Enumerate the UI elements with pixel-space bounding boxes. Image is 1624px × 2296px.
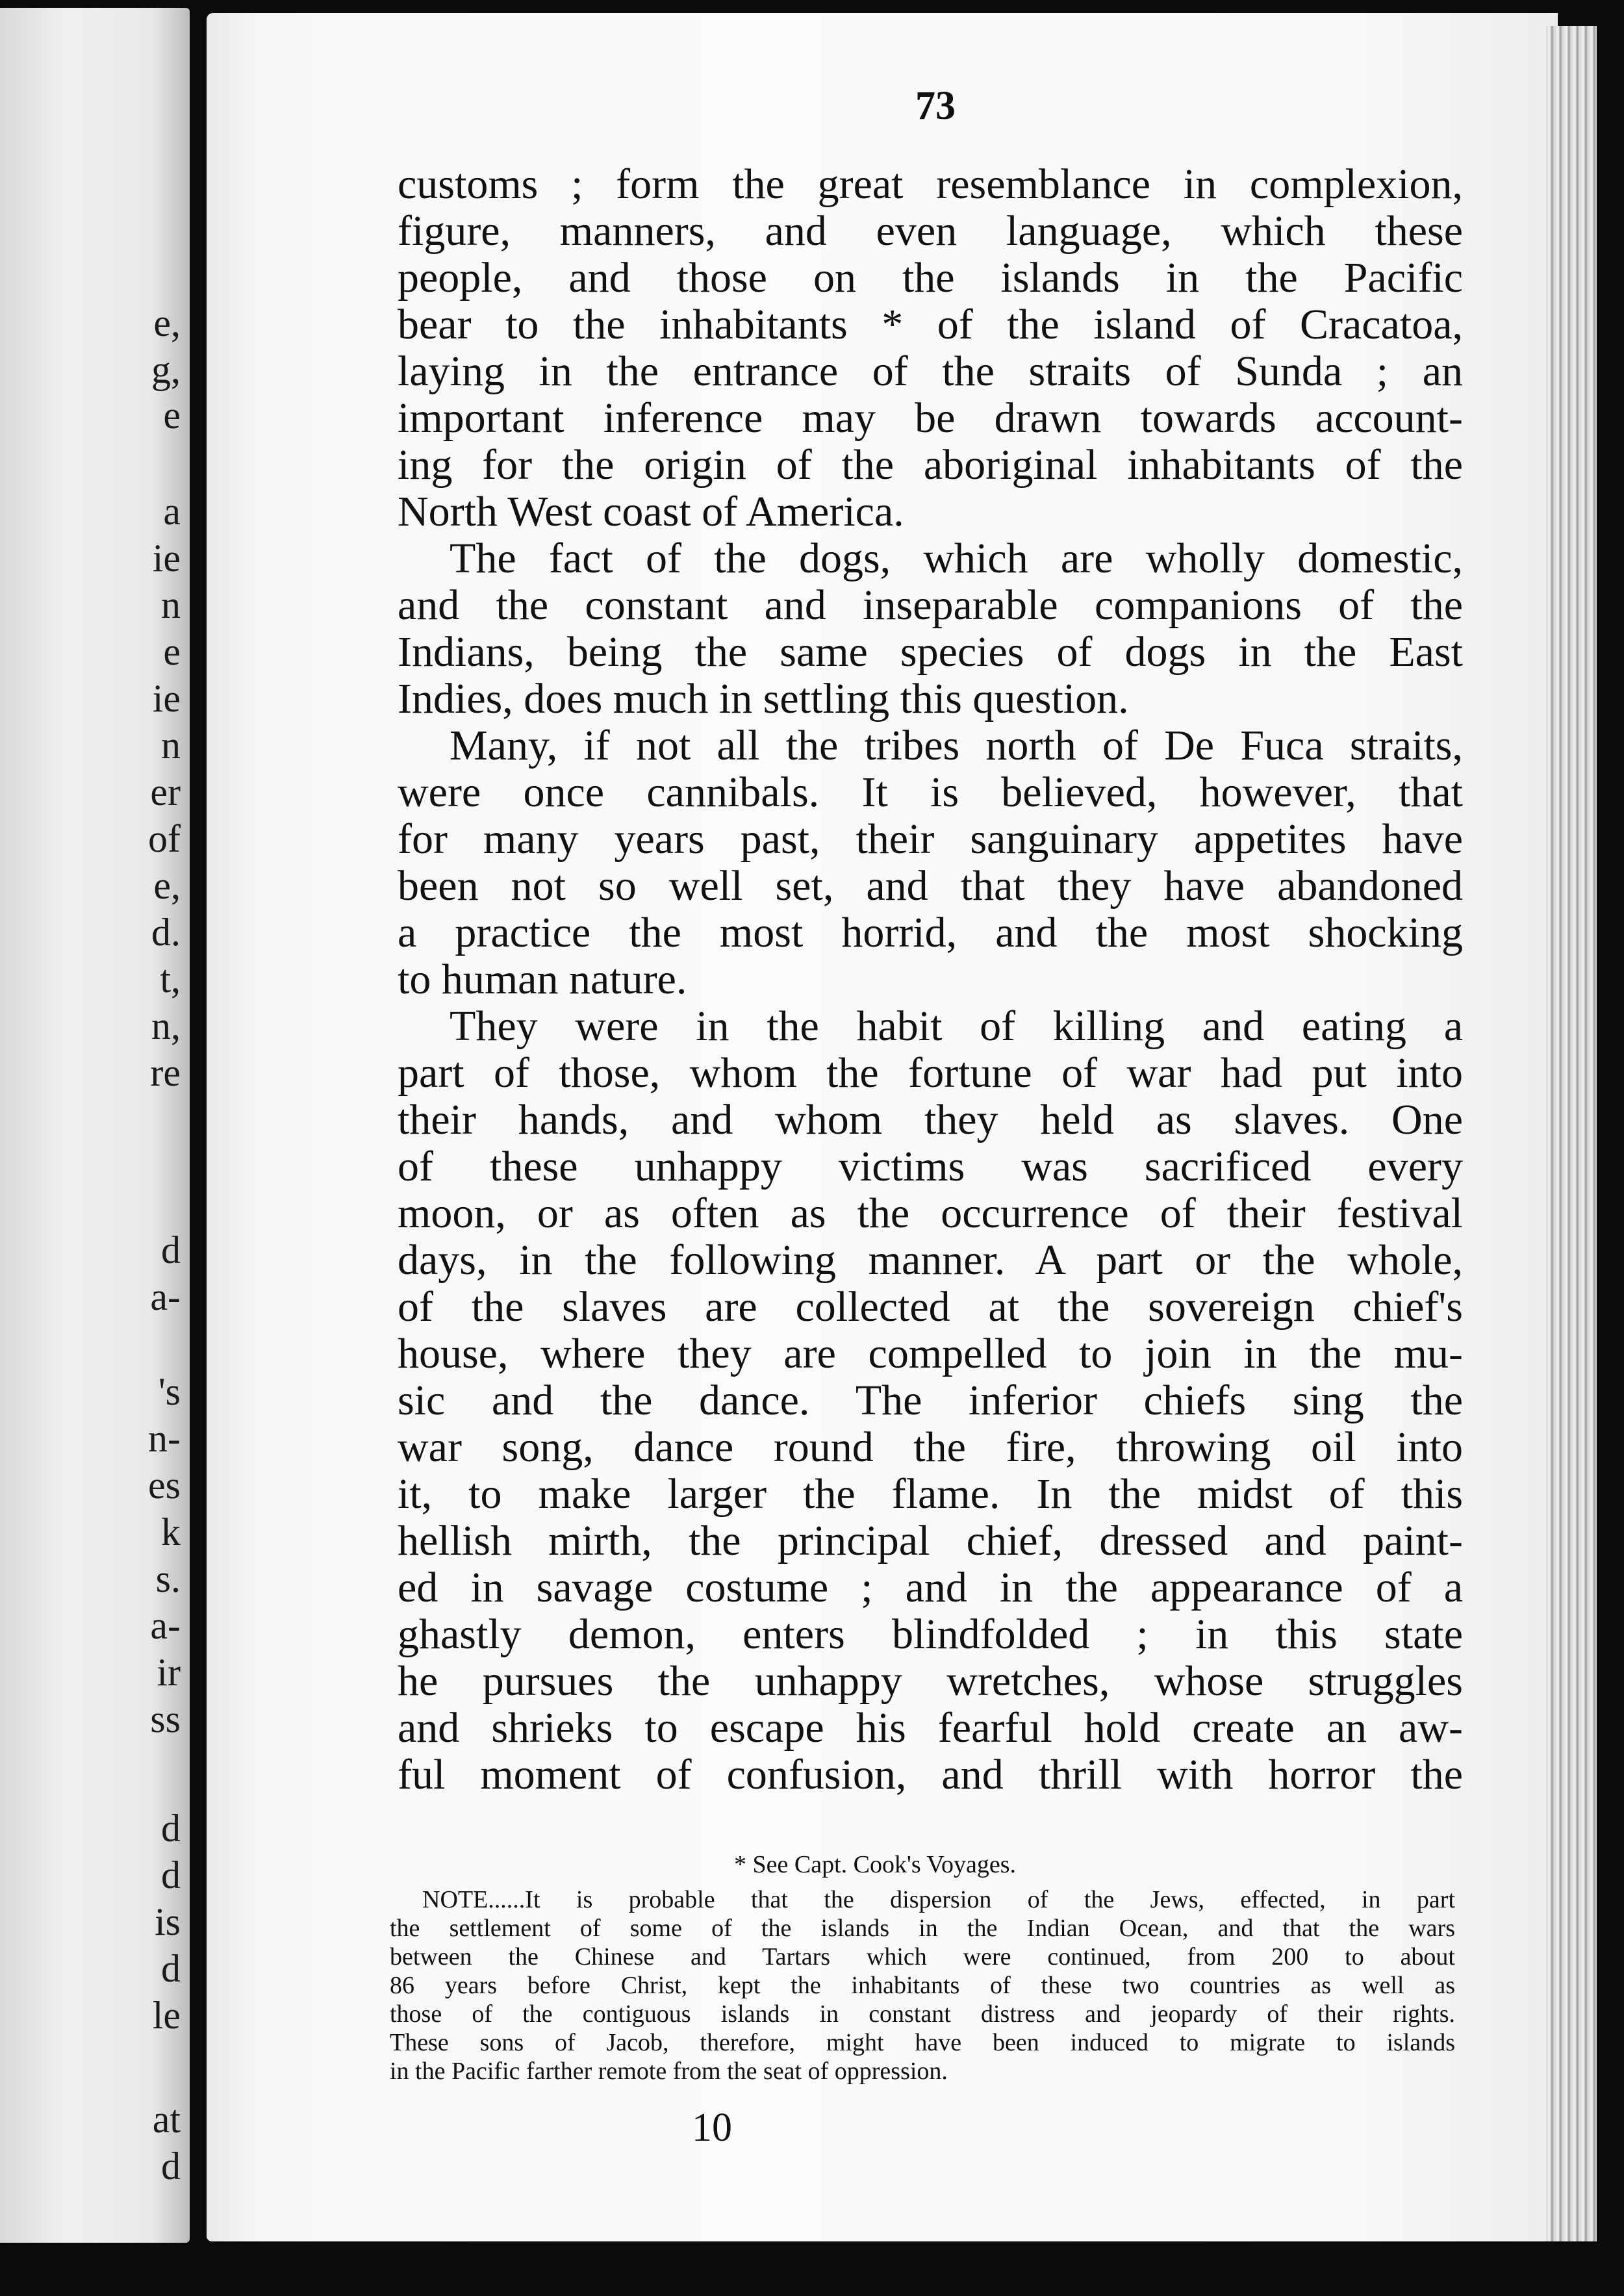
left-fragment: a bbox=[163, 490, 181, 533]
left-fragment: g, bbox=[151, 348, 181, 391]
left-fragment: d bbox=[161, 1947, 181, 1990]
left-fragment: t, bbox=[160, 958, 181, 1001]
text-line: to human nature. bbox=[398, 956, 687, 1003]
left-fragment: n- bbox=[148, 1417, 181, 1460]
text-line: Many, if not all the tribes north of De Fuca straits, bbox=[450, 722, 1463, 769]
page-number: 73 bbox=[915, 84, 956, 128]
signature-mark: 10 bbox=[692, 2106, 732, 2150]
text-line: for many years past, their sanguinary appetites have bbox=[398, 815, 1463, 863]
note-line: between the Chinese and Tartars which were continued, from 200 to about bbox=[390, 1943, 1455, 1971]
text-line: customs ; form the great resemblance in complexion, bbox=[398, 160, 1463, 208]
left-fragment: er bbox=[150, 771, 181, 813]
text-line: Indies, does much in settling this question. bbox=[398, 675, 1129, 722]
note-line: 86 years before Christ, kept the inhabitants of these two countries as well as bbox=[390, 1972, 1455, 1999]
note-line: those of the contiguous islands in constant distress and jeopardy of their rights. bbox=[390, 2000, 1455, 2028]
left-fragment: is bbox=[154, 1900, 181, 1943]
left-fragment: a- bbox=[150, 1275, 181, 1318]
left-fragment: of bbox=[148, 817, 181, 860]
note-line: in the Pacific farther remote from the seat of oppression. bbox=[390, 2058, 948, 2085]
left-fragment: re bbox=[150, 1051, 181, 1094]
text-line: a practice the most horrid, and the most shocking bbox=[398, 909, 1463, 956]
left-fragment: k bbox=[161, 1511, 181, 1553]
text-line: it, to make larger the flame. In the midst of this bbox=[398, 1470, 1463, 1518]
text-line: ing for the origin of the aboriginal inhabitants of the bbox=[398, 441, 1463, 489]
editor-note bbox=[390, 1885, 1455, 2093]
text-line: bear to the inhabitants * of the island of Cracatoa, bbox=[398, 301, 1463, 348]
text-line: of the slaves are collected at the sovereign chief's bbox=[398, 1283, 1463, 1331]
text-line: their hands, and whom they held as slaves. One bbox=[398, 1096, 1463, 1143]
text-line: important inference may be drawn towards account- bbox=[398, 394, 1463, 442]
text-line: moon, or as often as the occurrence of their festival bbox=[398, 1190, 1463, 1237]
text-line: and the constant and inseparable companions of the bbox=[398, 581, 1463, 629]
text-line: figure, manners, and even language, which these bbox=[398, 207, 1463, 255]
left-fragment: e, bbox=[153, 301, 181, 344]
left-fragment: d bbox=[161, 1229, 181, 1271]
text-line: North West coast of America. bbox=[398, 488, 904, 535]
text-line: days, in the following manner. A part or the whole, bbox=[398, 1236, 1463, 1284]
left-fragment: s. bbox=[155, 1557, 181, 1600]
text-line: sic and the dance. The inferior chiefs sing the bbox=[398, 1377, 1463, 1424]
left-fragment: ie bbox=[152, 537, 181, 580]
left-fragment: es bbox=[148, 1464, 181, 1507]
left-fragment: e bbox=[163, 394, 181, 437]
text-line: and shrieks to escape his fearful hold create an aw- bbox=[398, 1704, 1463, 1752]
text-line: war song, dance round the fire, throwing oil into bbox=[398, 1423, 1463, 1471]
text-line: of these unhappy victims was sacrificed every bbox=[398, 1143, 1463, 1190]
left-fragment: n bbox=[161, 724, 181, 767]
text-line: laying in the entrance of the straits of Sunda ; an bbox=[398, 348, 1463, 395]
page-edges bbox=[1546, 26, 1597, 2241]
text-line: ghastly demon, enters blindfolded ; in this state bbox=[398, 1611, 1463, 1658]
left-fragment: ie bbox=[152, 677, 181, 720]
left-fragment: 's bbox=[158, 1370, 181, 1413]
text-line: been not so well set, and that they have abandoned bbox=[398, 862, 1463, 910]
text-line: ed in savage costume ; and in the appearance of a bbox=[398, 1564, 1463, 1611]
text-line: The fact of the dogs, which are wholly domestic, bbox=[450, 535, 1463, 582]
text-line: Indians, being the same species of dogs in the East bbox=[398, 628, 1463, 676]
left-fragment: d bbox=[161, 1854, 181, 1896]
text-line: hellish mirth, the principal chief, dressed and paint- bbox=[398, 1517, 1463, 1564]
left-fragment: at bbox=[152, 2098, 181, 2141]
left-fragment: le bbox=[152, 1994, 181, 2037]
left-fragment: d. bbox=[151, 911, 181, 954]
left-fragment: n bbox=[161, 583, 181, 626]
text-line: house, where they are compelled to join in the mu- bbox=[398, 1330, 1463, 1377]
text-line: part of those, whom the fortune of war had put into bbox=[398, 1049, 1463, 1097]
note-line: the settlement of some of the islands in the Indian Ocean, and that the wars bbox=[390, 1915, 1455, 1942]
left-fragment: e, bbox=[153, 864, 181, 907]
footnote: * See Capt. Cook's Voyages. bbox=[734, 1851, 1016, 1878]
left-fragment: a- bbox=[150, 1604, 181, 1647]
text-line: he pursues the unhappy wretches, whose struggles bbox=[398, 1657, 1463, 1705]
note-line: NOTE......It is probable that the dispersion of the Jews, effected, in part bbox=[422, 1886, 1455, 1913]
left-fragment: n, bbox=[151, 1004, 181, 1047]
body-text bbox=[398, 161, 1463, 1824]
text-line: people, and those on the islands in the Pacific bbox=[398, 254, 1463, 301]
left-fragment: d bbox=[161, 2145, 181, 2188]
scan-background bbox=[1597, 26, 1624, 2296]
text-line: were once cannibals. It is believed, however, that bbox=[398, 769, 1463, 816]
left-fragment: ss bbox=[150, 1698, 181, 1741]
text-line: They were in the habit of killing and eating a bbox=[450, 1002, 1463, 1050]
facing-page-left bbox=[0, 8, 190, 2243]
note-line: These sons of Jacob, therefore, might have been induced to migrate to islands bbox=[390, 2029, 1455, 2056]
left-fragment: d bbox=[161, 1807, 181, 1850]
text-line: ful moment of confusion, and thrill with horror the bbox=[398, 1751, 1463, 1798]
left-fragment: ir bbox=[157, 1651, 181, 1694]
left-fragment: e bbox=[163, 630, 181, 673]
